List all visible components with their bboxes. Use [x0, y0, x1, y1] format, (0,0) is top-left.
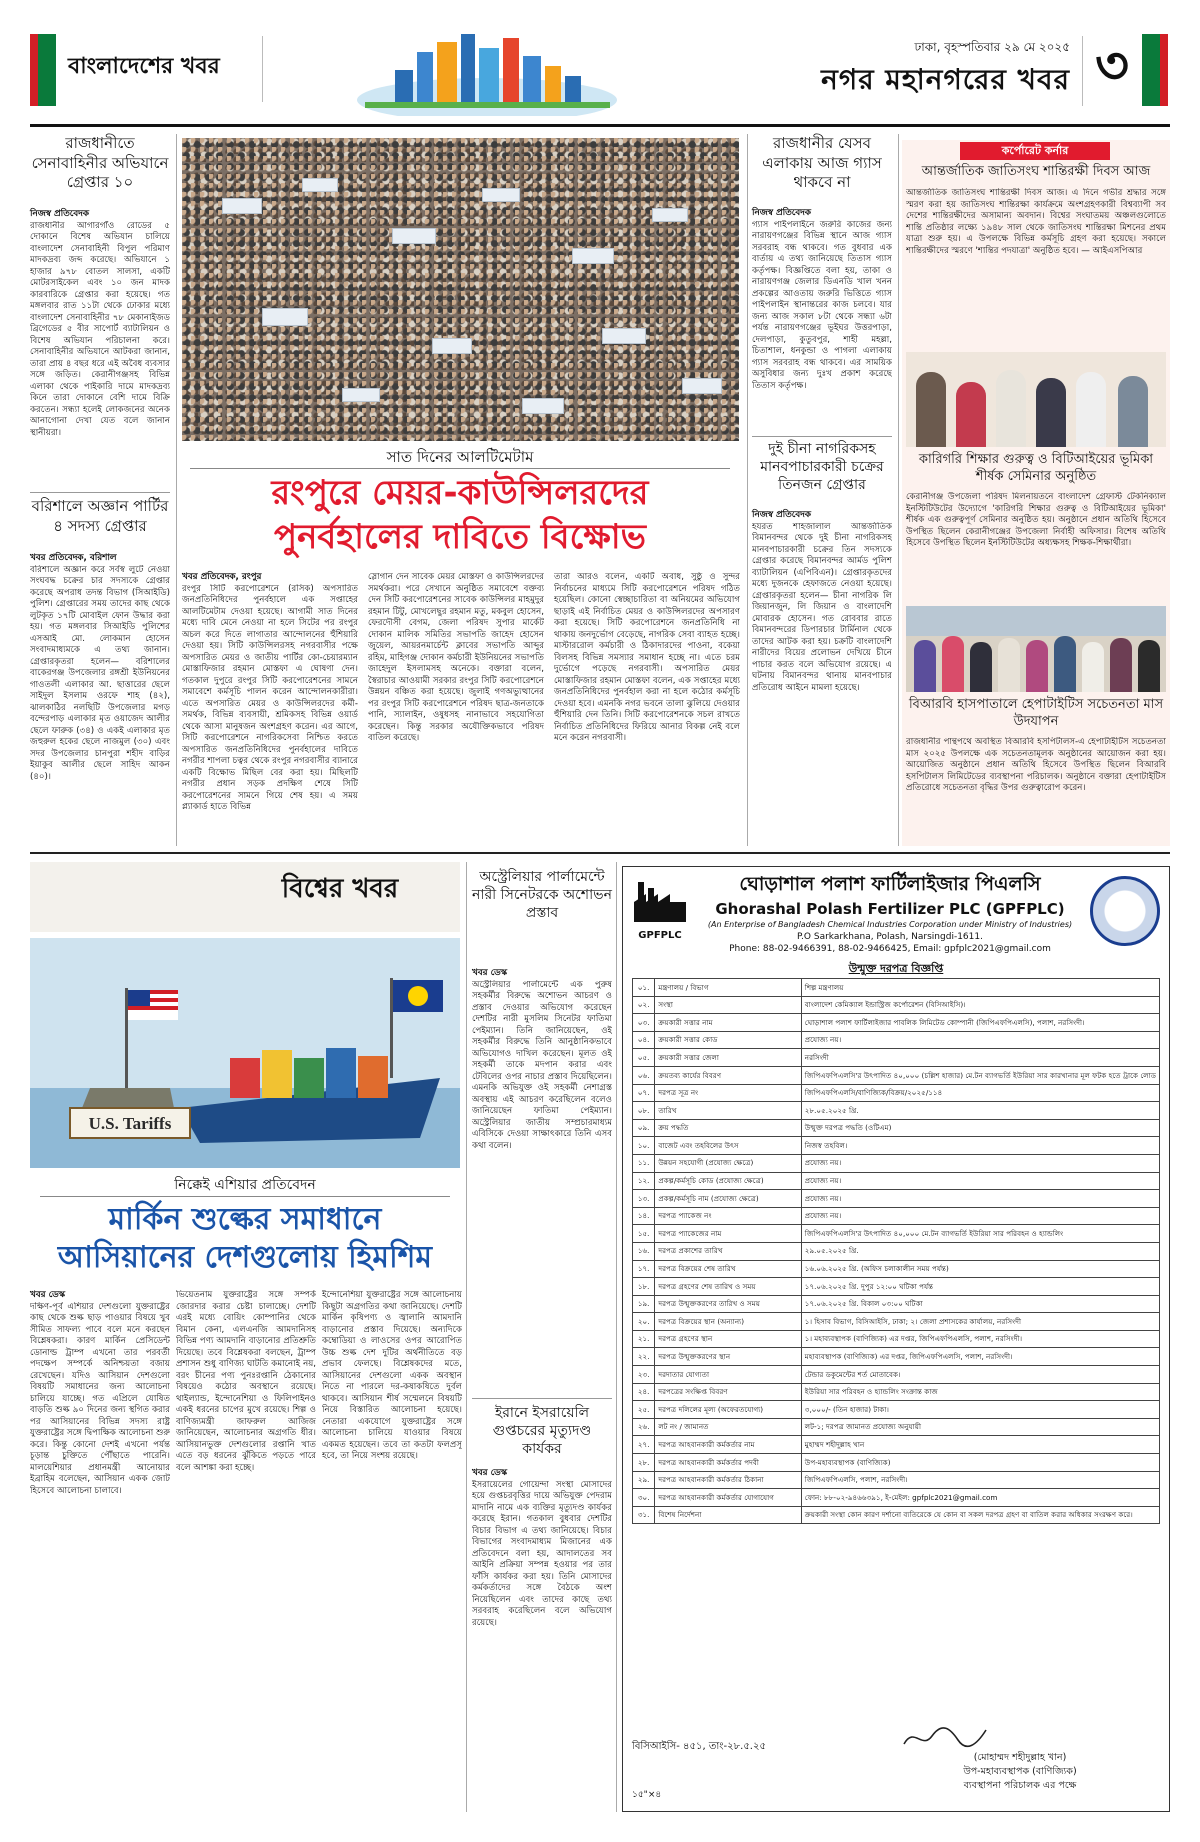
rally-photo	[182, 138, 739, 441]
army-byline: নিজস্ব প্রতিবেদক	[30, 209, 89, 219]
tender-row	[633, 1401, 1160, 1419]
signature-graphic	[900, 1722, 990, 1752]
masthead-rule	[30, 124, 1170, 127]
australia-byline: খবর ডেস্ক	[472, 968, 507, 978]
tender-cell-k: বিশেষ নির্দেশনা	[655, 1506, 801, 1524]
rangpur-col1: রংপুর সিটি করপোরেশনে (রসিক) অপসারিত জনপ্রতিনিধিদের পুনর্বহালে এক সপ্তাহের আলটিমেটাম দেওয়া হয়েছে। আগামী সাত দিনের মধ্যে দাবি মেনে নেওয়া না হলে সিটের পর রংপুর অচল করে দিতে লাগাতার আন্দোলনের হুঁশিয়ারি দেওয়া হয়। সিটি কাউন্সিলরসহ নগরবাসীর পক্ষে অপসারিত মেয়র ও জাতীয় পার্টির কো-চেয়ারম্যান মোস্তাফিজার রহমান মোস্তফা এ ঘোষণা দেন। গতকাল দুপুরে রংপুর সিটি করপোরেশনের সামনে সমাবেশে কর্মসূচি পালন করেন আন্দোলনকারীরা। এতে অপসারিত মেয়র ও কাউন্সিলরদের কর্মী-সমর্থক, বিভিন্ন ব্যবসায়ী, শ্রমিকসহ বিভিন্ন ওয়ার্ড থেকে আসা মানুষজন অংশগ্রহণ করেন। এর আগে, সিটি করপোরেশনে নাগরিকসেবা নিশ্চিত করতে অপসারিত জনপ্রতিনিধিদের পুনর্বহালের দাবিতে নগরীর শাপলা চত্বর থেকে রংপুর নগরবাসীর ব্যানারে একটি বিক্ষোভ মিছিল বের করা হয়। মিছিলটি নগরীর প্রধান সড়ক প্রদক্ষিণ শেষে সিটি করপোরেশনের সামনে গিয়ে শেষ হয়। এ সময় প্ল্যাকার্ড হাতে বিভিন্ন	[182, 583, 358, 813]
tender-company-en: Ghorashal Polash Fertilizer PLC (GPFPLC)	[715, 900, 1065, 918]
tender-cell-k: সংস্থা	[655, 996, 801, 1014]
tender-cell-k: ক্রয়কারী সত্তার কোড	[655, 1031, 801, 1049]
tender-cell-k: ক্রয়কারী সত্তার জেলা	[655, 1049, 801, 1067]
rangpur-byline: খবর প্রতিবেদক, রংপুর	[182, 572, 262, 582]
tender-cell-n: ২১.	[633, 1330, 655, 1348]
corporate-photo-1	[906, 352, 1166, 447]
corporate-item2-headline: কারিগরি শিক্ষার গুরুত্ব ও বিটিআইয়ের ভূমিকা শীর্ষক সেমিনার অনুষ্ঠিত	[918, 452, 1154, 484]
tender-cell-k: দরপত্র প্রকাশের তারিখ	[655, 1242, 801, 1260]
corporate-item1-body: আন্তর্জাতিক জাতিসংঘ শান্তিরক্ষী দিবস আজ। এ দিনে গভীর শ্রদ্ধার সঙ্গে স্মরণ করা হয় জাতিসংঘ শান্তিরক্ষা কার্যক্রমে অংশগ্রহণকারী বিশ্বব্যাপী সব দেশের শান্তিরক্ষীদের অসামান্য অবদান। বিশ্বের সংঘাতময় অঞ্চলগুলোতে শান্তি প্রতিষ্ঠার লক্ষ্যে ১৯৪৮ সাল থেকে জাতিসংঘ শান্তিরক্ষা মিশনের প্রথম যাত্রা শুরু হয়। এ উপলক্ষে বিভিন্ন কর্মসূচি গ্রহণ করা হয়েছে। সকালে শান্তিরক্ষীদের স্মরণে 'শান্তির পদযাত্রা' অনুষ্ঠিত হবে। — আইএসপিআর	[906, 188, 1166, 256]
army-headline: রাজধানীতে সেনাবাহিনীর অভিযানে গ্রেপ্তার ১০	[31, 134, 169, 191]
tender-cell-n: ২৫.	[633, 1401, 655, 1419]
tender-cell-n: ২৪.	[633, 1383, 655, 1401]
world-section-label: বিশ্বের খবর	[281, 874, 399, 904]
tender-row	[633, 1295, 1160, 1313]
tender-row	[633, 1066, 1160, 1084]
tender-cell-v: প্রযোজ্য নয়।	[801, 1190, 1159, 1208]
tender-row	[633, 1172, 1160, 1190]
signatory-name: (মোহাম্মদ শহীদুল্লাহ খান)	[973, 1752, 1067, 1763]
tender-row	[633, 1242, 1160, 1260]
tender-row	[633, 1278, 1160, 1296]
tender-cell-v: উন্মুক্ত দরপত্র পদ্ধতি (ওটিএম)	[801, 1119, 1159, 1137]
tender-cell-v: ২৯.০৫.২০২৫ খ্রি.	[801, 1242, 1159, 1260]
world-kicker: নিক্কেই এশিয়ার প্রতিবেদন	[174, 1177, 316, 1193]
tender-cell-k: উন্নয়ন সহযোগী (প্রযোজ্য ক্ষেত্রে)	[655, 1154, 801, 1172]
bcic-emblem-icon	[1090, 876, 1160, 946]
tender-row	[633, 1506, 1160, 1524]
dateline: ঢাকা, বৃহস্পতিবার ২৯ মে ২০২৫	[914, 40, 1070, 54]
tender-cell-k: ক্রয়কারী সত্তার নাম	[655, 1014, 801, 1032]
corporate-item3-body: রাজধানীর পান্থপথে অবস্থিত বিআরবি হসপিটালস-এ হেপাটাইটিস সচেতনতা মাস ২০২৫ উপলক্ষে এক সচেতনতামূলক অনুষ্ঠানের আয়োজন করা হয়। আয়োজিত অনুষ্ঠানে প্রধান অতিথি হিসেবে উপস্থিত ছিলেন বিআরবি হসপিটালস লিমিটেডের ব্যবস্থাপনা পরিচালক। অনুষ্ঠানে বক্তারা হেপাটাইটিস প্রতিরোধে সচেতনতা বৃদ্ধির উপর গুরুত্বারোপ করেন।	[906, 737, 1166, 794]
barishal-headline: বরিশালে অজ্ঞান পার্টির ৪ সদস্য গ্রেপ্তার	[31, 497, 169, 535]
tender-cell-k: দরপত্র বিক্রয়ের স্থান (অন্যান্য)	[655, 1313, 801, 1331]
tender-cell-v: নরসিংদী	[801, 1049, 1159, 1067]
tender-cell-v: বাংলাদেশ কেমিক্যাল ইন্ডাস্ট্রিজ কর্পোরেশন (বিসিআইসি)।	[801, 996, 1159, 1014]
tender-cell-n: ১১.	[633, 1154, 655, 1172]
tender-cell-n: ১৬.	[633, 1242, 655, 1260]
tender-cell-v: জিপিএফপিএলসি'র উৎপাদিত ৪০,০০০ মে.টন ব্যাগভর্তি ইউরিয়া সার পরিবহন ও হ্যান্ডলিং	[801, 1225, 1159, 1243]
world-byline: খবর ডেস্ক	[30, 1290, 65, 1300]
iran-headline: ইরানে ইসরায়েলি গুপ্তচরের মৃত্যুদণ্ড কার্যকর	[492, 1405, 592, 1458]
tender-cell-k: দরপত্র আহবানকারী কর্মকর্তার যোগাযোগ	[655, 1489, 801, 1507]
tender-address: P.O Sarkarkhana, Polash, Narsingdi-1611.	[797, 932, 983, 942]
rangpur-kicker: সাত দিনের আলটিমেটাম	[386, 448, 534, 466]
trafficker-headline: দুই চীনা নাগরিকসহ মানবপাচারকারী চক্রের তিনজন গ্রেপ্তার	[760, 441, 884, 494]
tender-cell-n: ১৫.	[633, 1225, 655, 1243]
tender-cell-k: দরপত্র উন্মুক্তকরণের স্থান	[655, 1348, 801, 1366]
tender-cell-n: ২৬.	[633, 1418, 655, 1436]
gas-byline: নিজস্ব প্রতিবেদক	[752, 208, 811, 218]
tender-cell-n: ২৯.	[633, 1471, 655, 1489]
signatory-title: উপ-মহাব্যবস্থাপক (বাণিজ্যিক)	[963, 1766, 1077, 1777]
tender-cell-v: ফোন: ৮৮-০২-৯৪৬৬৩৯১, ই-মেইল: gpfplc2021@gmail.com	[801, 1489, 1159, 1507]
tender-table	[632, 978, 1160, 1524]
tender-cell-v: ১৭.০৬.২০২৫ খ্রি. বিকাল ০৩:০০ ঘটিকা	[801, 1295, 1159, 1313]
tender-row	[633, 1137, 1160, 1155]
tender-row	[633, 1471, 1160, 1489]
tender-cell-n: ০৪.	[633, 1031, 655, 1049]
iran-body: ইসরায়েলের গোয়েন্দা সংস্থা মোসাদের হয়ে গুপ্তচরবৃত্তির দায়ে অভিযুক্ত পেদরাম মাদানি নামে এক ব্যক্তির মৃত্যুদণ্ড কার্যকর করেছে ইরান। গতকাল বুধবার দেশটির বিচার বিভাগ এ তথ্য জানিয়েছে। বিচার বিভাগের সংবাদমাধ্যম মিজানের এক প্রতিবেদনে বলা হয়, আদালতের সব আইনি প্রক্রিয়া সম্পন্ন হওয়ার পর তার ফাঁসি কার্যকর করা হয়। তিনি মোসাদের কর্মকর্তাদের সঙ্গে বৈঠকে অংশ নিয়েছিলেন এবং তাদের কাছে তথ্য সরবরাহ করেছিলেন বলে অভিযোগ রয়েছে।	[472, 1479, 612, 1628]
tender-row	[633, 1489, 1160, 1507]
tender-cell-v: ২৮.০৫.২০২৫ খ্রি.	[801, 1102, 1159, 1120]
tender-cell-n: ১৭.	[633, 1260, 655, 1278]
tender-cell-k: দরপত্র গ্রহণের স্থান	[655, 1330, 801, 1348]
tender-cell-n: ১২.	[633, 1172, 655, 1190]
tender-cell-n: ২৭.	[633, 1436, 655, 1454]
tender-cell-n: ০১.	[633, 979, 655, 997]
tender-cell-v: প্রযোজ্য নয়।	[801, 1154, 1159, 1172]
tender-row	[633, 1436, 1160, 1454]
trafficker-byline: নিজস্ব প্রতিবেদক	[752, 510, 811, 520]
world-col1: দক্ষিণ-পূর্ব এশিয়ার দেশগুলো যুক্তরাষ্ট্রের কাছ থেকে শুল্ক ছাড় পাওয়ার বিষয়ে খুব সীমিত সাফল্য পাবে বলে মনে করছেন বিশ্লেষকরা। কারণ মার্কিন প্রেসিডেন্ট ডোনাল্ড ট্রাম্প এখনো তার পরবর্তী পদক্ষেপ সম্পর্কে অনিশ্চয়তা বজায় রেখেছেন। যদিও আসিয়ান দেশগুলো বিষয়টি সমাধানের জন্য আলোচনা চালিয়ে যাচ্ছে। গত এপ্রিলে যোষিত বাড়তি শুল্ক ৯০ দিনের জন্য স্থগিত করার পর আসিয়ানের বিভিন্ন সদস্য রাষ্ট্র যুক্তরাষ্ট্রের সঙ্গে দ্বিপাক্ষিক আলোচনা শুরু করে। কিন্তু কোনো দেশই এখনো পর্যন্ত চূড়ান্ত চুক্তিতে পৌঁছাতে পারেনি। মালয়েশিয়ার প্রধানমন্ত্রী আনোয়ার ইব্রাহিম বলেছেন, আসিয়ান একক জোট হিসেবে আলোচনা চালাবে।	[30, 1301, 170, 1496]
tender-row	[633, 1207, 1160, 1225]
tender-row	[633, 1454, 1160, 1472]
tender-subtitle: (An Enterprise of Bangladesh Chemical Industries Corporation under Ministry of Industries)	[707, 920, 1073, 929]
world-col3: ইন্দোনেশিয়া যুক্তরাষ্ট্রের সঙ্গে আলোচনায় কিছুটা অগ্রগতির কথা জানিয়েছে। দেশটি মার্কিন কৃষিপণ্য ও জ্বালানি আমদানি বাড়ানোর প্রস্তাব দিয়েছে। অন্যদিকে কম্বোডিয়া ও লাওসের ওপর আরোপিত উচ্চ শুল্ক দেশ দুটির অর্থনীতিতে বড় প্রভাব ফেলছে। বিশ্লেষকদের মতে, আসিয়ানের দেশগুলো একক অবস্থান নিতে না পারলে দর-কষাকষিতে দুর্বল থাকবে। আসিয়ান শীর্ষ সম্মেলনে বিষয়টি নিয়ে বিস্তারিত আলোচনা হয়েছে। নেতারা একযোগে যুক্তরাষ্ট্রের সঙ্গে আলোচনা চালিয়ে যাওয়ার বিষয়ে একমত হয়েছেন। তবে তা কতটা ফলপ্রসূ হবে, তা নিয়ে সংশয় রয়েছে।	[322, 1290, 462, 1462]
tender-cell-n: ২২.	[633, 1348, 655, 1366]
tender-cell-n: ০৮.	[633, 1102, 655, 1120]
tender-company-bn: ঘোড়াশাল পলাশ ফার্টিলাইজার পিএলসি	[739, 873, 1041, 895]
tender-notice-title: উন্মুক্ত দরপত্র বিজ্ঞপ্তি	[848, 962, 944, 975]
barishal-body: বরিশালে অজ্ঞান করে সর্বস্ব লুটে নেওয়া সংঘবদ্ধ চক্রের চার সদস্যকে গ্রেপ্তার করেছে অপরাধ তদন্ত বিভাগ (সিআইডি) পুলিশ। গ্রেপ্তারের সময় তাদের কাছ থেকে লুটকৃত ১৭টি মোবাইল ফোন উদ্ধার করা হয়। গত মঙ্গলবার সিআইডি পুলিশের এসআই মো. লোকমান হোসেন সংবাদমাধ্যমকে এ তথ্য জানান। গ্রেপ্তারকৃতরা হলেন— বরিশালের বাকেরগঞ্জ উপজেলার রঙ্গশ্রী ইউনিয়নের গাওতলী এলাকার আ. ছাত্তারের ছেলে সাইদুল ইসলাম ওরফে শাহ (৪২), ঝালকাঠির নলছিটি উপজেলার মগড় বন্দেরপাড় এলাকার মৃত ওয়াজেদ আলীর ছেলে ফারুক (৩৪) ও একই এলাকার মৃত জহুরুল হকের ছেলে নাজমুল (৩০) এবং সদর উপজেলার চানপুরা শহীদ বাড়ির ইয়াকুব আলীর ছেলে সাহিদ আকন (৪০)।	[30, 564, 170, 782]
corporate-label: কর্পোরেট কর্নার	[960, 142, 1110, 160]
tender-cell-n: ১৩.	[633, 1190, 655, 1208]
tender-cell-k: দরপত্রের সংক্ষিপ্ত বিবরণ	[655, 1383, 801, 1401]
tender-cell-n: ৩১.	[633, 1506, 655, 1524]
tender-row	[633, 1260, 1160, 1278]
tender-cell-k: দরপত্র গ্রহণের শেষ তারিখ ও সময়	[655, 1278, 801, 1296]
iran-byline: খবর ডেস্ক	[472, 1468, 507, 1478]
corporate-item1-headline: আন্তর্জাতিক জাতিসংঘ শান্তিরক্ষী দিবস আজ	[921, 164, 1151, 179]
tender-row	[633, 1049, 1160, 1067]
section-title: নগর মহানগরের খবর	[821, 63, 1070, 96]
tender-row	[633, 996, 1160, 1014]
army-body: রাজধানীর আগারগাঁও রোডের ৫ দোকানে বিশেষ অভিযান চালিয়ে বাংলাদেশ সেনাবাহিনী বিপুল পরিমাণ মাদকদ্রব্য জব্দ করেছে। অভিযানে ১ হাজার ৯৭৮ বোতল সালসা, একটি মোটরসাইকেল এবং ১০ জন মাদক কারবারিকে গ্রেপ্তার করা হয়েছে। গত মঙ্গলবার রাত ১১টা থেকে ঢোকার মধ্যে বাংলাদেশ সেনাবাহিনীর ৭৮ মেকানাইজড ব্রিগেডের ৫ বীর সাপোর্ট ব্যাটালিয়ন ও বিশেষ অভিযান পরিচালনা করে। সেনাবাহিনীর অভিযানে আটকরা জানান, তারা প্রায় ৪ বছর ধরে এই অবৈধ ব্যবসার সঙ্গে জড়িত। কেরানীগঞ্জসহ বিভিন্ন এলাকা থেকে পাইকারি দামে মাদকদ্রব্য কিনে তারা দোকানে বেশি দামে বিক্রি করতেন। সন্ধ্যা হলেই লোকজনের অনেক আনাগোনা দেখা যেত বলে জানান স্থানীয়রা।	[30, 220, 170, 438]
tender-cell-v: মহাব্যবস্থাপক (বাণিজ্যিক) এর দপ্তর, জিপিএফপিএলসি, পলাশ, নরসিংদী।	[801, 1348, 1159, 1366]
tender-row	[633, 1190, 1160, 1208]
tender-cell-n: ২৮.	[633, 1454, 655, 1472]
world-headline-line2: আসিয়ানের দেশগুলোয় হিমশিম	[57, 1240, 433, 1275]
tender-cell-k: দরপত্র বিক্রয়ের শেষ তারিখ	[655, 1260, 801, 1278]
tender-cell-n: ০৯.	[633, 1119, 655, 1137]
tender-cell-v: ক্রয়কারী সংস্থা কোন কারণ দর্শানো ব্যতিরেকে যে কোন বা সকল দরপত্র গ্রহণ বা বাতিল করার অধিকার সংরক্ষণ করে।	[801, 1506, 1159, 1524]
rangpur-headline-line2: পুনর্বহালের দাবিতে বিক্ষোভ	[274, 517, 646, 557]
tender-row	[633, 1154, 1160, 1172]
tender-cell-v: ঘোড়াশাল পলাশ ফার্টিলাইজার পাবলিক লিমিটেড কোম্পানী (জিপিএফপিএলসি), পলাশ, নরসিংদী।	[801, 1014, 1159, 1032]
tender-row	[633, 1102, 1160, 1120]
rangpur-headline-line1: রংপুরে মেয়র-কাউন্সিলরদের	[271, 473, 649, 513]
tariff-sign-text: U.S. Tariffs	[88, 1114, 172, 1133]
tender-row	[633, 1313, 1160, 1331]
tender-cell-n: ২৩.	[633, 1366, 655, 1384]
tender-cell-v: শিল্প মন্ত্রণালয়	[801, 979, 1159, 997]
tender-ref: বিসিআইসি- ৪৫১, তাং-২৮.৫.২৫	[632, 1741, 766, 1752]
tender-cell-v: ১। মহাব্যবস্থাপক (বাণিজ্যিক) এর দপ্তর, জিপিএফপিএলসি, পলাশ, নরসিংদী।	[801, 1330, 1159, 1348]
tender-cell-k: দরপত্র প্যাকেজ নং	[655, 1207, 801, 1225]
tender-row	[633, 1366, 1160, 1384]
tender-cell-n: ১৯.	[633, 1295, 655, 1313]
tender-cell-k: দরপত্র দলিলের মূল্য (অফেরতযোগ্য)	[655, 1401, 801, 1419]
tender-cell-k: দরপত্র আহবানকারী কর্মকর্তার ঠিকানা	[655, 1471, 801, 1489]
logo-text: GPFPLC	[638, 929, 682, 941]
flag-right	[1142, 34, 1168, 106]
tender-cell-v: লট-১; দরপত্র জামানত প্রযোজ্য অনুযায়ী	[801, 1418, 1159, 1436]
tender-cell-v: মুহাম্মদ শহীদুল্লাহ খান	[801, 1436, 1159, 1454]
tender-cell-v: ১৭.০৬.২০২৫ খ্রি. দুপুর ১২:০০ ঘটিকা পর্যন্ত	[801, 1278, 1159, 1296]
tender-cell-v: জিপিএফপিএলসি'র উৎপাদিত ৪০,০০০ (চল্লিশ হাজার) মে.টন ব্যাগভর্তি ইউরিয়া সার কারখানার মূল ফটক হতে ট্রাকে লোড	[801, 1066, 1159, 1084]
tender-cell-k: তারিখ	[655, 1102, 801, 1120]
tender-row	[633, 979, 1160, 997]
tender-cell-k: দরপত্র সূত্র নং	[655, 1084, 801, 1102]
tender-cell-k: প্রকল্প/কর্মসূচি নাম (প্রযোজ্য ক্ষেত্রে)	[655, 1190, 801, 1208]
barishal-byline: খবর প্রতিবেদক, বরিশাল	[30, 553, 117, 563]
world-headline-line1: মার্কিন শুল্কের সমাধানে	[108, 1202, 382, 1237]
tender-row	[633, 1418, 1160, 1436]
tender-cell-k: ক্রয় পদ্ধতি	[655, 1119, 801, 1137]
tender-cell-v: টেন্ডার ডকুমেন্টের শর্ত মোতাবেক।	[801, 1366, 1159, 1384]
tender-cell-k: দরদাতার যোগ্যতা	[655, 1366, 801, 1384]
world-col2: ভিয়েতনাম যুক্তরাষ্ট্রের সঙ্গে সম্পর্ক জোরদার করার চেষ্টা চালাচ্ছে। দেশটি এরই মধ্যে বোয়িং কোম্পানির থেকে বিমান কেনা, এলএনজি আমদানিসহ বিভিন্ন পণ্য আমদানি বাড়ানোর প্রতিশ্রুতি দিয়েছে। তবে বিশ্লেষকরা বলছেন, ট্রাম্প প্রশাসন শুধু বাণিজ্য ঘাটতি কমানোই নয়, বরং চীনের পণ্য পুনঃরপ্তানি ঠেকানোর বিষয়েও কঠোর অবস্থানে রয়েছে। থাইল্যান্ড, ইন্দোনেশিয়া ও ফিলিপাইনও একই ধরনের চাপের মুখে রয়েছে। শিল্প ও বাণিজ্যমন্ত্রী জাফরুল আজিজ জানিয়েছেন, আলোচনার অগ্রগতি ধীর। আসিয়ানভুক্ত দেশগুলোর রপ্তানি খাত এতে বড় ধরনের ঝুঁকিতে পড়তে পারে বলে আশঙ্কা করা হচ্ছে।	[176, 1290, 316, 1473]
tender-cell-v: প্রযোজ্য নয়।	[801, 1172, 1159, 1190]
corporate-item2-body: কেরানীগঞ্জ উপজেলা পরিষদ মিলনায়তনে বাংলাদেশ গ্রেফাস্ট টেকনিক্যাল ইনস্টিটিউটের উদ্যোগে 'কারিগরি শিক্ষার গুরুত্ব ও বিটিআইয়ের ভূমিকা' শীর্ষক এক গুরুত্বপূর্ণ সেমিনার অনুষ্ঠিত হয়। অনুষ্ঠানে প্রধান অতিথি হিসেবে উপস্থিত ছিলেন কেরানীগঞ্জের উপজেলা নির্বাহী অফিসার। বিশেষ অতিথি হিসেবে উপস্থিত ছিলেন ইনস্টিটিউটের অধ্যক্ষসহ শিক্ষক-শিক্ষার্থীরা।	[906, 492, 1166, 549]
tender-cell-v: নিজস্ব তহবিল।	[801, 1137, 1159, 1155]
tender-cell-k: দরপত্র উন্মুক্তকরণের তারিখ ও সময়	[655, 1295, 801, 1313]
corporate-photo-2	[906, 606, 1166, 692]
tender-row	[633, 1084, 1160, 1102]
tender-row	[633, 1348, 1160, 1366]
tender-cell-n: ০৭.	[633, 1084, 655, 1102]
skyline-graphic	[355, 30, 620, 116]
corporate-item3-headline: বিআরবি হাসপাতালে হেপাটাইটিস সচেতনতা মাস উদযাপন	[908, 697, 1164, 729]
tender-cell-k: দরপত্র আহবানকারী কর্মকর্তার নাম	[655, 1436, 801, 1454]
tender-cell-k: ক্রয়তব্য কার্যের বিবরণ	[655, 1066, 801, 1084]
tender-contact: Phone: 88-02-9466391, 88-02-9466425, Email: gpfplc2021@gmail.com	[729, 944, 1051, 954]
tender-row	[633, 1119, 1160, 1137]
australia-body: অস্ট্রেলিয়ার পার্লামেন্টে এক পুরুষ সহকর্মীর বিরুদ্ধে অশোভন আচরণ ও প্রস্তাব দেওয়ার অভিযোগ করেছেন দেশটির নারী মুসলিম সিনেটর ফাতিমা পেইম্যান। তিনি জানিয়েছেন, ওই সহকর্মীর বিরুদ্ধে তিনি আনুষ্ঠানিকভাবে অভিযোগও দাখিল করেছেন। মূলত ওই সহকর্মী তাকে মদপান করার এবং টেবিলের ওপর নাচার প্রস্তাব দিয়েছিলেন। এমনকি অভিযুক্ত ওই সহকর্মী নেশাগ্রস্ত অবস্থায় এই আচরণ করেছিলেন বলেও জানিয়েছেন ফাতিমা পেইম্যান। অস্ট্রেলিয়ার জাতীয় সম্প্রচারমাধ্যম এবিসিকে দেওয়া সাক্ষাৎকারে তিনি এসব কথা বলেন।	[472, 979, 612, 1151]
tender-cell-n: ০২.	[633, 996, 655, 1014]
trafficker-body: হযরত শাহজালাল আন্তর্জাতিক বিমানবন্দর থেকে দুই চীনা নাগরিকসহ মানবপাচারকারী চক্রের তিন সদস্যকে গ্রেপ্তার করেছে বিমানবন্দর আর্মড পুলিশ ব্যাটালিয়ন (এপিবিএন)। গ্রেপ্তারকৃতদের মধ্যে দুজনকে হেফাজতে নেওয়া হয়েছে। গ্রেপ্তারকৃতরা হলেন— চীনা নাগরিক লি জিয়ানজুন, লি জিয়ান ও বাংলাদেশি মোবারক হোসেন। গত রোববার রাতে বিমানবন্দরের ডিপারচার টার্মিনাল থেকে তাদের আটক করা হয়। চক্রটি বাংলাদেশি নারীদের বিয়ের প্রলোভন দেখিয়ে চীনে পাচার করত বলে অভিযোগ রয়েছে। এ ঘটনায় বিমানবন্দর থানায় মানবপাচার প্রতিরোধ আইনে মামলা হয়েছে।	[752, 521, 892, 693]
tender-cell-v: ইউরিয়া সার পরিবহন ও হ্যান্ডলিং সংক্রান্ত কাজ	[801, 1383, 1159, 1401]
tender-cell-n: ২০.	[633, 1313, 655, 1331]
factory-logo-icon	[632, 878, 688, 941]
tender-cell-v: ১৬.০৬.২০২৫ খ্রি. (অফিস চলাকালীন সময় পর্যন্ত)	[801, 1260, 1159, 1278]
tender-cell-v: জিপিএফপিএলসি, পলাশ, নরসিংদী।	[801, 1471, 1159, 1489]
page-number: ৩	[1095, 35, 1129, 96]
australia-headline: অস্ট্রেলিয়ার পার্লামেন্টে নারী সিনেটরকে অশোভন প্রস্তাব	[472, 869, 612, 922]
tariff-illustration	[30, 938, 460, 1168]
tender-cell-n: ০৬.	[633, 1066, 655, 1084]
tender-cell-n: ৩০.	[633, 1489, 655, 1507]
fold-rule	[30, 852, 1170, 854]
tender-cell-k: দরপত্র আহবানকারী কর্মকর্তার পদবী	[655, 1454, 801, 1472]
ad-size: ১৫"×৪	[632, 1790, 662, 1800]
tender-row	[633, 1225, 1160, 1243]
tender-cell-k: প্রকল্প/কর্মসূচি কোড (প্রযোজ্য ক্ষেত্রে)	[655, 1172, 801, 1190]
tender-cell-k: লট নং / জামানত	[655, 1418, 801, 1436]
tender-cell-n: ১৮.	[633, 1278, 655, 1296]
signatory-org: ব্যবস্থাপনা পরিচালক এর পক্ষে	[963, 1780, 1077, 1791]
tender-cell-v: ১। হিসাব বিভাগ, বিসিআইসি, ঢাকা; ২। জেলা প্রশাসকের কার্যালয়, নরসিংদী	[801, 1313, 1159, 1331]
tender-cell-k: বাজেট এবং তহবিলের উৎস	[655, 1137, 801, 1155]
rangpur-col3: তারা আরও বলেন, একটি অবাধ, সুষ্ঠু ও সুন্দর নির্বাচনের মাধ্যমে সিটি করপোরেশনে পরিষদ গঠিত হয়েছিল। কোনো স্বেচ্ছাচারিতা বা অনিয়মের অভিযোগ ছাড়াই এই নির্বাচিত মেয়র ও কাউন্সিলরদের অপসারণ করা হয়েছে। সিটি করপোরেশনে জনপ্রতিনিধি না থাকায় জনদুর্ভোগ বেড়েছে, নাগরিক সেবা ব্যাহত হচ্ছে। মাস্টাররোল কর্মচারী ও ঠিকাদারদের পাওনা, বকেয়া বিলসহ বিভিন্ন সমস্যার সমাধান হচ্ছে না। এতে চরম দুর্ভোগে পড়েছে নগরবাসী। অপসারিত মেয়র মোস্তাফিজার রহমান মোস্তফা বলেন, এক সপ্তাহের মধ্যে জনপ্রতিনিধিদের পুনর্বহাল করা না হলে কঠোর কর্মসূচি দেওয়া হবে। এমনকি নগর ভবনে তালা ঝুলিয়ে দেওয়ার হুঁশিয়ারি দেন তিনি। সিটি করপোরেশনকে সচল রাখতে নির্বাচিত প্রতিনিধিদের ফিরিয়ে আনার বিকল্প নেই বলে মনে করেন নগরবাসী।	[554, 572, 740, 744]
rangpur-col2: স্লোগান দেন সাবেক মেয়র মোস্তফা ও কাউন্সিলরদের সমর্থকরা। পরে সেখানে অনুষ্ঠিত সমাবেশে বক্তব্য দেন সিটি করপোরেশনের সাবেক কাউন্সিলর মাহমুদুর রহমান টিটু, মোখলেছুর রহমান মতু, মকবুল হোসেন, ফেরদৌসী বেগম, জেলা পরিষদ সুপার মার্কেট দোকান মালিক সমিতির সভাপতি জাহেদ হোসেন জুয়েল, আয়রনমার্চেন্ট ক্লাবের সভাপতি আব্দুর রহিম, মাহিগঞ্জ দোকান কর্মচারী ইউনিয়নের সভাপতি জাহেদুল ইসলামসহ অনেকে। বক্তারা বলেন, স্বৈরাচার আওয়ামী সরকার রংপুর সিটি করপোরেশনে উন্নয়ন বঞ্চিত করা হয়েছে। জুলাই গণঅভ্যুত্থানের পর রংপুর সিটি করপোরেশনে পরিষদ ছাত্র-জনতাকে পানি, স্যালাইন, ওষুধসহ নানাভাবে সহযোগিতা করেছেন। কিন্তু সরকার অযৌক্তিকভাবে পরিষদ বাতিল করেছে।	[368, 572, 544, 744]
tender-row	[633, 1383, 1160, 1401]
tender-row	[633, 1014, 1160, 1032]
tender-cell-n: ০৫.	[633, 1049, 655, 1067]
tender-cell-n: ১৪.	[633, 1207, 655, 1225]
tender-cell-v: জিপিএফপিএলসি/বাণিজ্যিক/বিক্রয়/২০২৫/১১৪	[801, 1084, 1159, 1102]
tender-row	[633, 1330, 1160, 1348]
gas-body: গ্যাস পাইপলাইনে জরুরি কাজের জন্য নারায়ণগঞ্জের বিভিন্ন স্থানে আজ গ্যাস সরবরাহ বন্ধ থাকবে। গত বুধবার এক বার্তায় এ তথ্য জানিয়েছে তিতাস গ্যাস কর্তৃপক্ষ। বিজ্ঞপ্তিতে বলা হয়, তাকা ও নারায়ণগঞ্জ জেলার ডিএনডি খাল খনন প্রকল্পের আওতায় জরুরি ভিত্তিতে গ্যাস পাইপলাইন স্থানান্তরের কাজ চলবে। যার জন্য আজ সকাল ৮টা থেকে সন্ধ্যা ৬টা পর্যন্ত নারায়ণগঞ্জের ভূইঘর উত্তরপাড়া, দেলপাড়া, কুতুবপুর, শাহী মহল্লা, চিতাশাল, ধনকুন্ডা ও পাগলা এলাকায় গ্যাস সরবরাহ বন্ধ থাকবে। এর সাময়িক অসুবিধার জন্য দুঃখ প্রকাশ করেছে তিতাস কর্তৃপক্ষ।	[752, 219, 892, 391]
tender-cell-k: দরপত্র প্যাকেজের নাম	[655, 1225, 801, 1243]
tender-row	[633, 1031, 1160, 1049]
tender-cell-v: উপ-মহাব্যবস্থাপক (বাণিজ্যিক)	[801, 1454, 1159, 1472]
flag-left	[30, 34, 56, 106]
tender-cell-v: প্রযোজ্য নয়।	[801, 1207, 1159, 1225]
tender-cell-v: প্রযোজ্য নয়।	[801, 1031, 1159, 1049]
tender-cell-n: ০৩.	[633, 1014, 655, 1032]
gas-headline: রাজধানীর যেসব এলাকায় আজ গ্যাস থাকবে না	[762, 134, 882, 191]
section-label-left: বাংলাদেশের খবর	[68, 53, 220, 79]
tender-cell-n: ১০.	[633, 1137, 655, 1155]
tender-cell-k: মন্ত্রণালয় / বিভাগ	[655, 979, 801, 997]
tender-cell-v: ৩,০০০/- (তিন হাজার) টাকা।	[801, 1401, 1159, 1419]
